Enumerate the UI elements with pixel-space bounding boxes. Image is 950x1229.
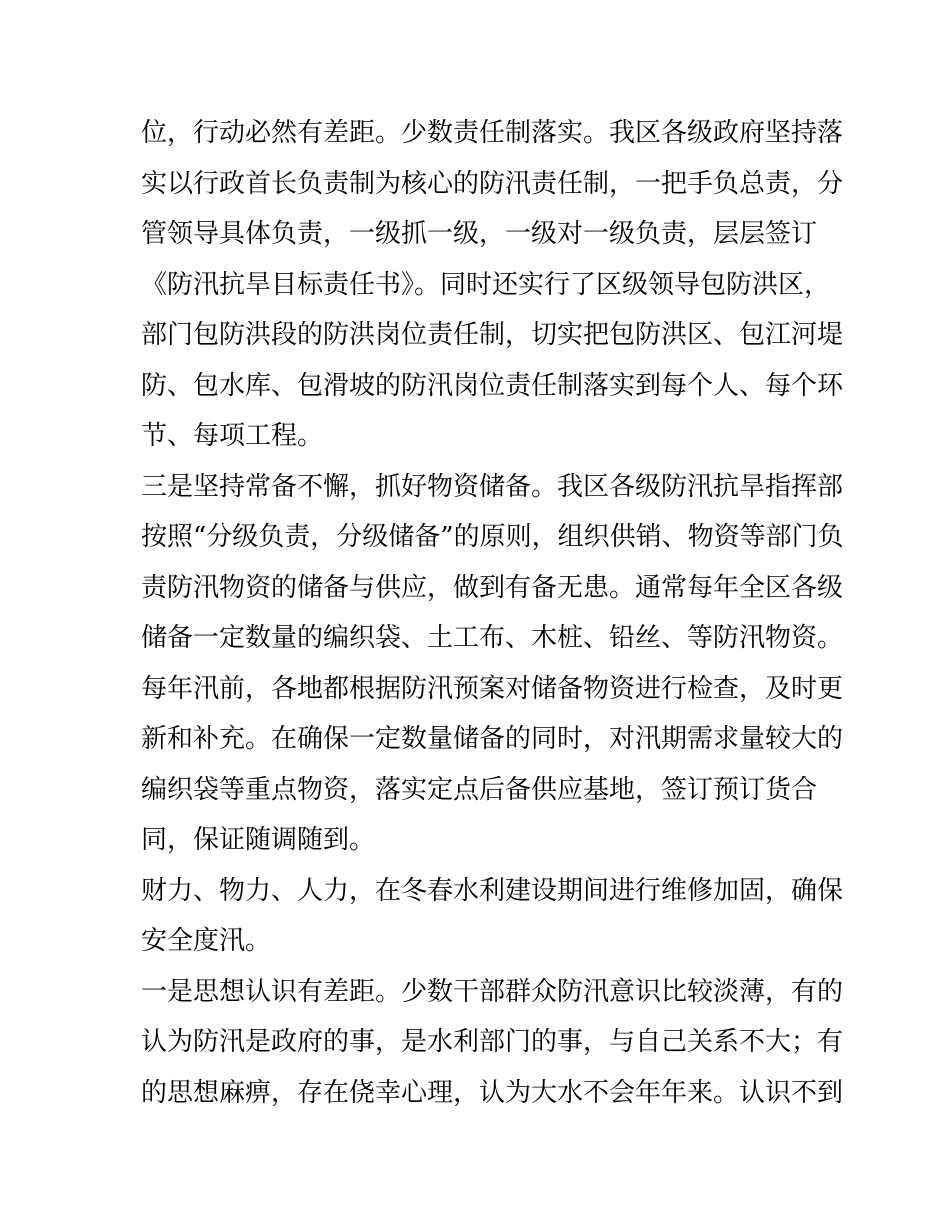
text-line-3: 管领导具体负责，一级抓一级，一级对一级负责，层层签订 xyxy=(141,219,818,249)
text-line-9: 按照“分级负责，分级储备”的原则，组织供销、物资等部门负 xyxy=(141,522,844,552)
text-line-7: 节、每项工程。 xyxy=(141,421,324,451)
text-line-5: 部门包防洪段的防洪岗位责任制，切实把包防洪区、包江河堤 xyxy=(141,320,844,350)
text-line-6: 防、包水库、包滑坡的防汛岗位责任制落实到每个人、每个环 xyxy=(141,370,844,401)
text-line-10: 责防汛物资的储备与供应，做到有备无患。通常每年全区各级 xyxy=(141,572,844,603)
text-line-17: 安全度汛。 xyxy=(141,926,272,956)
text-line-16: 财力、物力、人力，在冬春水利建设期间进行维修加固，确保 xyxy=(141,875,844,906)
document-body xyxy=(141,108,844,1118)
text-line-11: 储备一定数量的编织袋、土工布、木桩、铅丝、等防汛物资。 xyxy=(141,623,844,653)
text-line-18: 一是思想认识有差距。少数干部群众防汛意识比较淡薄，有的 xyxy=(141,976,844,1007)
text-line-15: 同，保证随调随到。 xyxy=(141,825,376,855)
text-line-14: 编织袋等重点物资，落实定点后备供应基地，签订预订货合 xyxy=(141,774,818,805)
text-line-20: 的思想麻痹，存在侥幸心理，认为大水不会年年来。认识不到 xyxy=(141,1077,844,1108)
text-line-4: 《防汛抗旱目标责任书》。同时还实行了区级领导包防洪区， xyxy=(141,269,831,300)
text-line-1: 位，行动必然有差距。少数责任制落实。我区各级政府坚持落 xyxy=(141,118,844,148)
text-line-2: 实以行政首长负责制为核心的防汛责任制，一把手负总责，分 xyxy=(141,168,844,199)
text-line-19: 认为防汛是政府的事，是水利部门的事，与自己关系不大；有 xyxy=(141,1027,844,1057)
text-line-8: 三是坚持常备不懈，抓好物资储备。我区各级防汛抗旱指挥部 xyxy=(141,471,844,502)
text-line-12: 每年汛前，各地都根据防汛预案对储备物资进行检查，及时更 xyxy=(141,673,844,704)
text-line-13: 新和补充。在确保一定数量储备的同时，对汛期需求量较大的 xyxy=(141,724,844,754)
